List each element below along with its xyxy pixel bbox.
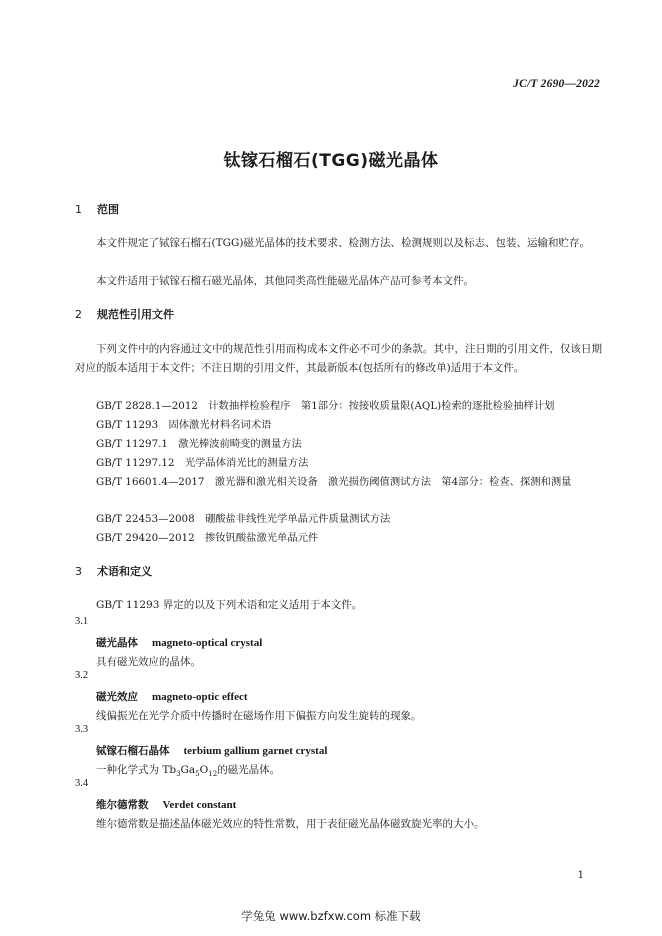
term-name [96, 635, 262, 650]
term-name-en: Verdet constant [162, 799, 237, 811]
reference-item: GB/T 22453—2008 硼酸盐非线性光学单晶元件质量测试方法 [96, 513, 391, 525]
term-definition: 一种化学式为 $Tb_3Ga_5O_{12}$的磁光晶体。 [96, 764, 281, 779]
term-definition: 维尔德常数是描述晶体磁光效应的特性常数，用于表征磁光晶体磁致旋光率的大小。 [96, 818, 485, 830]
definition-prefix: 一种化学式为 Tb [96, 764, 177, 776]
scope-paragraph-1: 本文件规定了铽镓石榴石(TGG)磁光晶体的技术要求、检测方法、检测规则以及标志、包装、运输和贮存。 [96, 237, 590, 249]
reference-item: GB/T 11293 固体激光材料名词术语 [96, 419, 272, 431]
section-2-heading [75, 306, 174, 322]
reference-item: GB/T 11297.1 激光棒波前畸变的测量方法 [96, 438, 302, 450]
term-definition: 线偏振光在光学介质中传播时在磁场作用下偏振方向发生旋转的现象。 [96, 710, 422, 722]
section-number: 1 [75, 203, 82, 216]
reference-item: GB/T 16601.4—2017 激光器和激光相关设备 激光损伤阈值测试方法 第4部分：检查、探测和测量 [96, 476, 572, 488]
section-title: 规范性引用文件 [97, 308, 174, 321]
reference-item: GB/T 11297.12 光学晶体消光比的测量方法 [96, 457, 309, 469]
section-3-heading [75, 563, 152, 579]
page-number: 1 [577, 870, 584, 881]
terms-intro: GB/T 11293 界定的以及下列术语和定义适用于本文件。 [96, 599, 363, 611]
footer-watermark: 学兔兔 www.bzfxw.com 标准下载 [241, 909, 421, 923]
term-name-zh: 磁光效应 [96, 691, 138, 703]
section-1-heading [75, 201, 119, 217]
section-number: 2 [75, 308, 82, 321]
definition-suffix: 的磁光晶体。 [217, 764, 281, 776]
term-number: 3.4 [75, 778, 89, 789]
term-name [96, 743, 327, 758]
standard-code: JC/T 2690—2022 [513, 78, 600, 90]
term-number: 3.2 [75, 670, 89, 681]
scope-paragraph-2: 本文件适用于铽镓石榴石磁光晶体，其他同类高性能磁光晶体产品可参考本文件。 [96, 275, 474, 287]
term-name-zh: 维尔德常数 [96, 799, 149, 811]
term-name-zh: 磁光晶体 [96, 637, 138, 649]
term-name-en: terbium gallium garnet crystal [183, 745, 328, 757]
term-name-zh: 铽镓石榴石晶体 [96, 745, 170, 757]
normative-refs-paragraph: 下列文件中的内容通过文中的规范性引用而构成本文件必不可少的条款。其中，注日期的引用文件，仅该日期对应的版本适用于本文件；不注日期的引用文件，其最新版本(包括所有的修改单)适用于本文件。 [75, 343, 602, 374]
term-name-en: magneto-optic effect [152, 691, 248, 703]
section-title: 范围 [97, 203, 119, 216]
term-name [96, 689, 248, 704]
term-name [96, 797, 236, 812]
term-number: 3.3 [75, 724, 89, 735]
document-title: 钛镓石榴石(TGG)磁光晶体 [223, 151, 439, 171]
section-title: 术语和定义 [97, 565, 152, 578]
reference-item: GB/T 2828.1—2012 计数抽样检验程序 第1部分：按接收质量限(AQL)检索的逐批检验抽样计划 [96, 400, 555, 412]
term-number: 3.1 [75, 616, 89, 627]
section-number: 3 [75, 565, 82, 578]
reference-item: GB/T 29420—2012 掺钕钒酸盐激光单晶元件 [96, 532, 319, 544]
term-name-en: magneto-optical crystal [152, 637, 263, 649]
term-definition: 具有磁光效应的晶体。 [96, 656, 201, 668]
